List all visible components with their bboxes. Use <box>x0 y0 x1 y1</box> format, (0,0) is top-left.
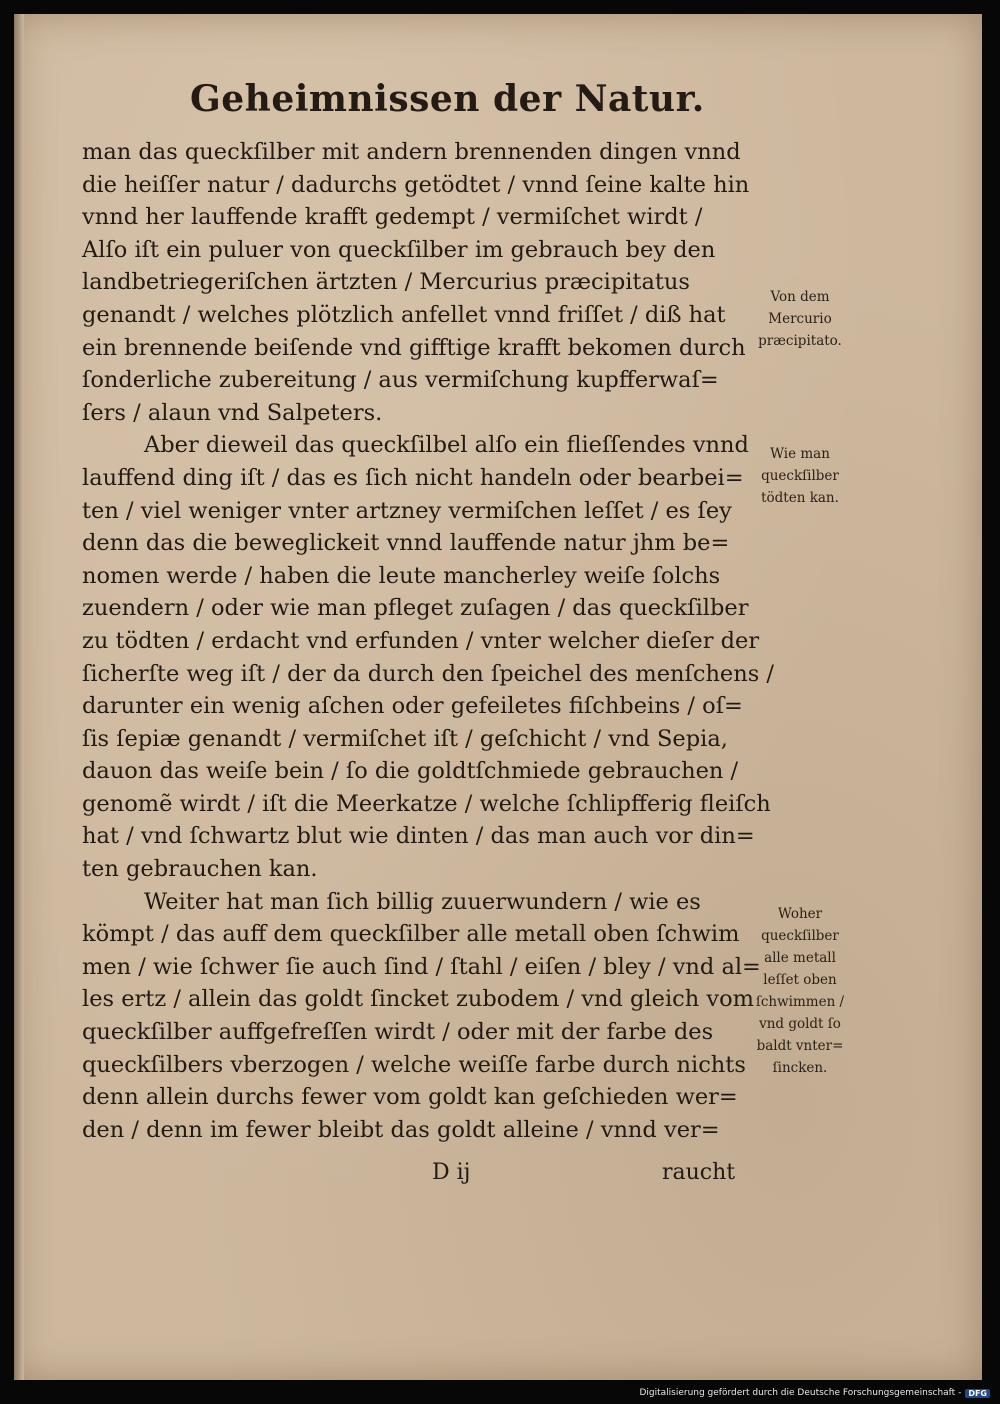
margin-note-line: queckſilber <box>761 468 839 484</box>
signature-mark: D ij <box>432 1160 471 1185</box>
margin-note-line: vnd goldt ſo <box>759 1016 841 1032</box>
text-line: queckſilber auffgefreſſen wirdt / oder mit der farbe des <box>82 1019 714 1046</box>
margin-note-line: præcipitato. <box>758 333 842 349</box>
text-line: man das queckſilber mit andern brennenden dingen vnnd <box>82 139 741 165</box>
margin-note-line: baldt vnter= <box>756 1038 844 1054</box>
text-line: hat / vnd ſchwartz blut wie dinten / das man auch vor din= <box>82 823 755 850</box>
margin-note-line: Mercurio <box>768 311 832 327</box>
margin-note-line: queckſilber <box>761 928 839 944</box>
margin-note-line: Von dem <box>770 289 830 305</box>
text-line: zuendern / oder wie man pfleget zuſagen / das queckſilber <box>82 595 749 622</box>
margin-note-metall <box>740 903 860 1079</box>
text-line: nomen werde / haben die leute mancherley weiſe ſolchs <box>82 562 721 589</box>
text-line: ſers / alaun vnd Salpeters. <box>82 399 383 426</box>
margin-note-line: leſſet oben <box>763 972 837 988</box>
margin-note-line: Wie man <box>770 446 830 462</box>
text-line: ein brennende beiſende vnd gifftige krafft bekomen durch <box>82 334 746 361</box>
text-line: les ertz / allein das goldt ſincket zubodem / vnd gleich vom <box>82 986 754 1013</box>
margin-note-toedten <box>740 443 860 509</box>
margin-note-line: ſincken. <box>772 1060 828 1076</box>
text-line: landbetriegeriſchen ärtzten / Mercurius præcipitatus <box>82 269 690 296</box>
text-line: queckſilbers vberzogen / welche weiſſe farbe durch nichts <box>82 1051 746 1078</box>
margin-note-line: alle metall <box>764 950 836 966</box>
text-line: lauffend ding iſt / das es ſich nicht handeln oder bearbei= <box>82 464 744 491</box>
margin-note-mercurio <box>740 286 860 352</box>
text-line: denn das die beweglickeit vnnd lauffende natur jhm be= <box>82 530 730 557</box>
text-line: ten / viel weniger vnter artzney vermiſchen leſſet / es ſey <box>82 497 732 524</box>
text-line: kömpt / das auff dem queckſilber alle metall oben ſchwim <box>82 921 740 948</box>
text-line: vnnd her lauffende krafft gedempt / vermiſchet wirdt / <box>82 204 703 231</box>
running-header: Geheimnissen der Natur. <box>190 78 705 120</box>
text-line: genomẽ wirdt / iſt die Meerkatze / welche ſchlipfferig fleiſch <box>82 790 771 817</box>
text-line: ſicherſte weg iſt / der da durch den ſpeichel des menſchens / <box>82 660 775 687</box>
text-line: dauon das weiſe bein / ſo die goldtſchmiede gebrauchen / <box>82 758 739 785</box>
text-line: genandt / welches plötzlich anfellet vnnd friſſet / diß hat <box>82 301 726 328</box>
text-line: Weiter hat man ſich billig zuuerwundern / wie es <box>144 888 701 915</box>
text-line: denn allein durchs fewer vom goldt kan geſchieden wer= <box>82 1084 738 1111</box>
dfg-logo-icon: DFG <box>965 1389 990 1398</box>
text-line: men / wie ſchwer ſie auch ſind / ſtahl / eiſen / bley / vnd al= <box>82 953 761 980</box>
text-line: ſis ſepiæ genandt / vermiſchet iſt / geſchicht / vnd Sepia, <box>82 725 728 752</box>
page-edge <box>14 14 24 1380</box>
margin-note-line: ſchwimmen / <box>755 994 845 1010</box>
text-line: zu tödten / erdacht vnd erfunden / vnter welcher dieſer der <box>82 627 760 654</box>
text-line: darunter ein wenig aſchen oder gefeiletes fiſchbeins / oſ= <box>82 693 743 720</box>
catchword: raucht <box>662 1160 736 1185</box>
digitization-credit <box>639 1388 990 1398</box>
credit-text: Digitalisierung gefördert durch die Deutsche Forschungsgemeinschaft - <box>639 1388 962 1398</box>
text-line: ſonderliche zubereitung / aus vermiſchung kupfferwaſ= <box>82 367 719 394</box>
margin-note-line: Woher <box>777 906 823 922</box>
text-line: den / denn im fewer bleibt das goldt alleine / vnnd ver= <box>82 1116 720 1143</box>
text-line: die heiſſer natur / dadurchs getödtet / vnnd ſeine kalte hin <box>82 171 750 198</box>
margin-note-line: tödten kan. <box>761 490 839 506</box>
text-line: Aber dieweil das queckſilbel alſo ein flieſſendes vnnd <box>144 432 749 459</box>
text-line: Alſo iſt ein puluer von queckſilber im gebrauch bey den <box>82 236 716 263</box>
body-text <box>82 136 775 1146</box>
text-line: ten gebrauchen kan. <box>82 856 318 883</box>
